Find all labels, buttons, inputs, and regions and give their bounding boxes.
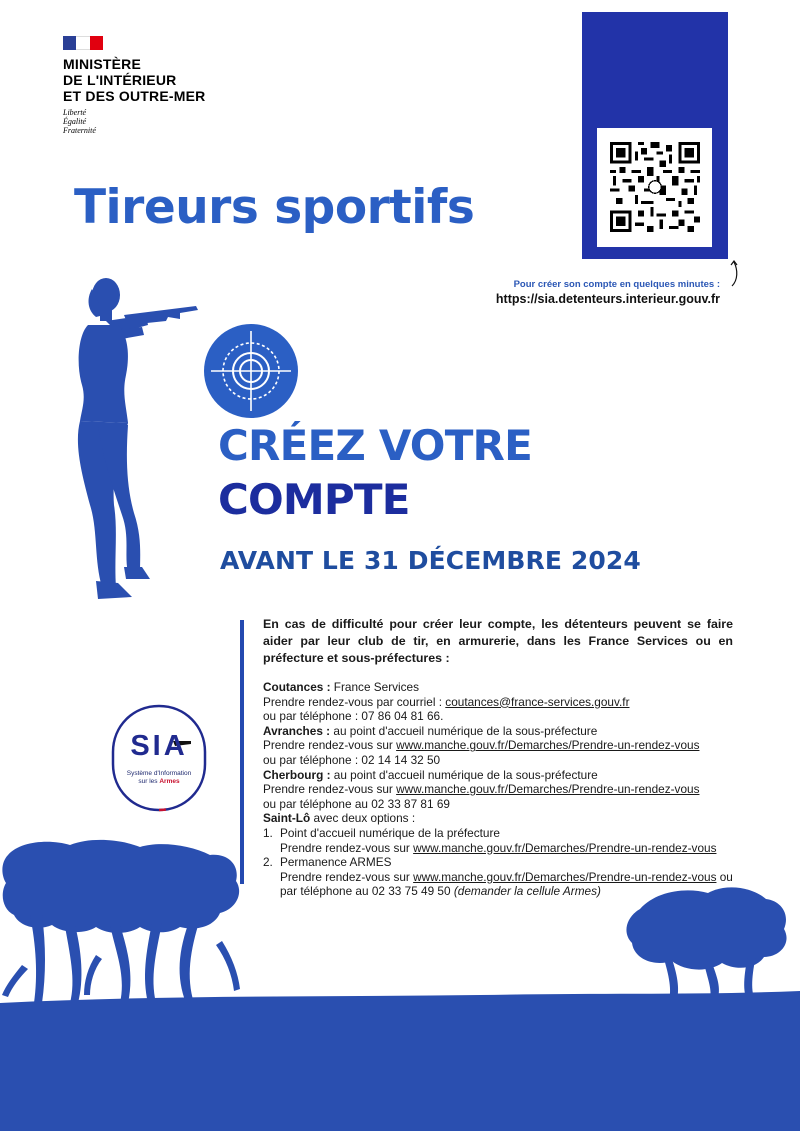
- coutances-heading: Coutances : France Services: [263, 680, 420, 694]
- cta-line-1: CRÉEZ VOTRE: [218, 421, 532, 470]
- saintlo-option-1-contact: Prendre rendez-vous sur www.manche.gouv.fr/Demarches/Prendre-un-rendez-vous: [280, 840, 717, 855]
- avranches-phone: ou par téléphone : 02 14 14 32 50: [263, 752, 441, 767]
- intro-text: En cas de difficulté pour créer leur compte, les détenteurs peuvent se faire aider par leur club de tir, en armurerie, dans les France Services ou en préfecture et sous-préfectures :: [263, 617, 733, 665]
- target-icon: [203, 323, 299, 419]
- qr-panel: [582, 12, 728, 259]
- cherbourg-link[interactable]: www.manche.gouv.fr/Demarches/Prendre-un-rendez-vous: [396, 782, 700, 797]
- cherbourg-heading: Cherbourg : au point d'accueil numérique de la sous-préfecture: [263, 767, 598, 782]
- page-title: Tireurs sportifs: [74, 180, 475, 235]
- qr-code-icon: [610, 142, 700, 232]
- coutances-phone: ou par téléphone : 07 86 04 81 66.: [263, 709, 444, 724]
- avranches-link[interactable]: www.manche.gouv.fr/Demarches/Prendre-un-rendez-vous: [396, 738, 700, 753]
- cherbourg-phone: ou par téléphone au 02 33 87 81 69: [263, 796, 450, 811]
- ministry-name: MINISTÈRE DE L'INTÉRIEUR ET DES OUTRE-MER: [63, 56, 206, 104]
- saintlo-option-2-phone: par téléphone au 02 33 75 49 50 (demander la cellule Armes): [280, 884, 601, 899]
- saintlo-option-1: 1. Point d'accueil numérique de la préfecture: [263, 825, 500, 840]
- cta-line-2: COMPTE: [218, 475, 410, 524]
- saintlo-option-2-contact: Prendre rendez-vous sur www.manche.gouv.fr/Demarches/Prendre-un-rendez-vous ou: [280, 869, 733, 884]
- coutances-contact: Prendre rendez-vous par courriel : coutances@france-services.gouv.fr: [263, 694, 630, 709]
- sia-subtitle: Système d'Information sur les Armes: [126, 770, 192, 785]
- shooter-silhouette-icon: [68, 275, 208, 605]
- coutances-email-link[interactable]: coutances@france-services.gouv.fr: [445, 694, 630, 709]
- deadline-text: AVANT LE 31 DÉCEMBRE 2024: [220, 546, 641, 575]
- cherbourg-contact: Prendre rendez-vous sur www.manche.gouv.fr/Demarches/Prendre-un-rendez-vous: [263, 782, 700, 797]
- sia-name: SIA: [130, 730, 188, 762]
- saintlo-option-2-link[interactable]: www.manche.gouv.fr/Demarches/Prendre-un-rendez-vous: [413, 869, 717, 884]
- saintlo-heading: Saint-Lô avec deux options :: [263, 811, 416, 826]
- ministry-block: [63, 36, 205, 135]
- saintlo-option-1-link[interactable]: www.manche.gouv.fr/Demarches/Prendre-un-rendez-vous: [413, 840, 717, 855]
- tree-silhouettes-icon: [0, 835, 800, 1131]
- republic-motto: Liberté Égalité Fraternité: [63, 108, 96, 135]
- avranches-heading: Avranches : au point d'accueil numérique de la sous-préfecture: [263, 723, 598, 738]
- qr-code-box[interactable]: [597, 128, 712, 247]
- marianne-flag-icon: [63, 36, 103, 50]
- saintlo-option-2: 2. Permanence ARMES: [263, 855, 392, 870]
- qr-caption-url[interactable]: https://sia.detenteurs.interieur.gouv.fr: [495, 292, 720, 306]
- curved-arrow-icon: [728, 258, 742, 288]
- qr-caption: [470, 279, 720, 306]
- avranches-contact: Prendre rendez-vous sur www.manche.gouv.fr/Demarches/Prendre-un-rendez-vous: [263, 738, 700, 753]
- qr-caption-text: Pour créer son compte en quelques minutes :: [513, 279, 720, 290]
